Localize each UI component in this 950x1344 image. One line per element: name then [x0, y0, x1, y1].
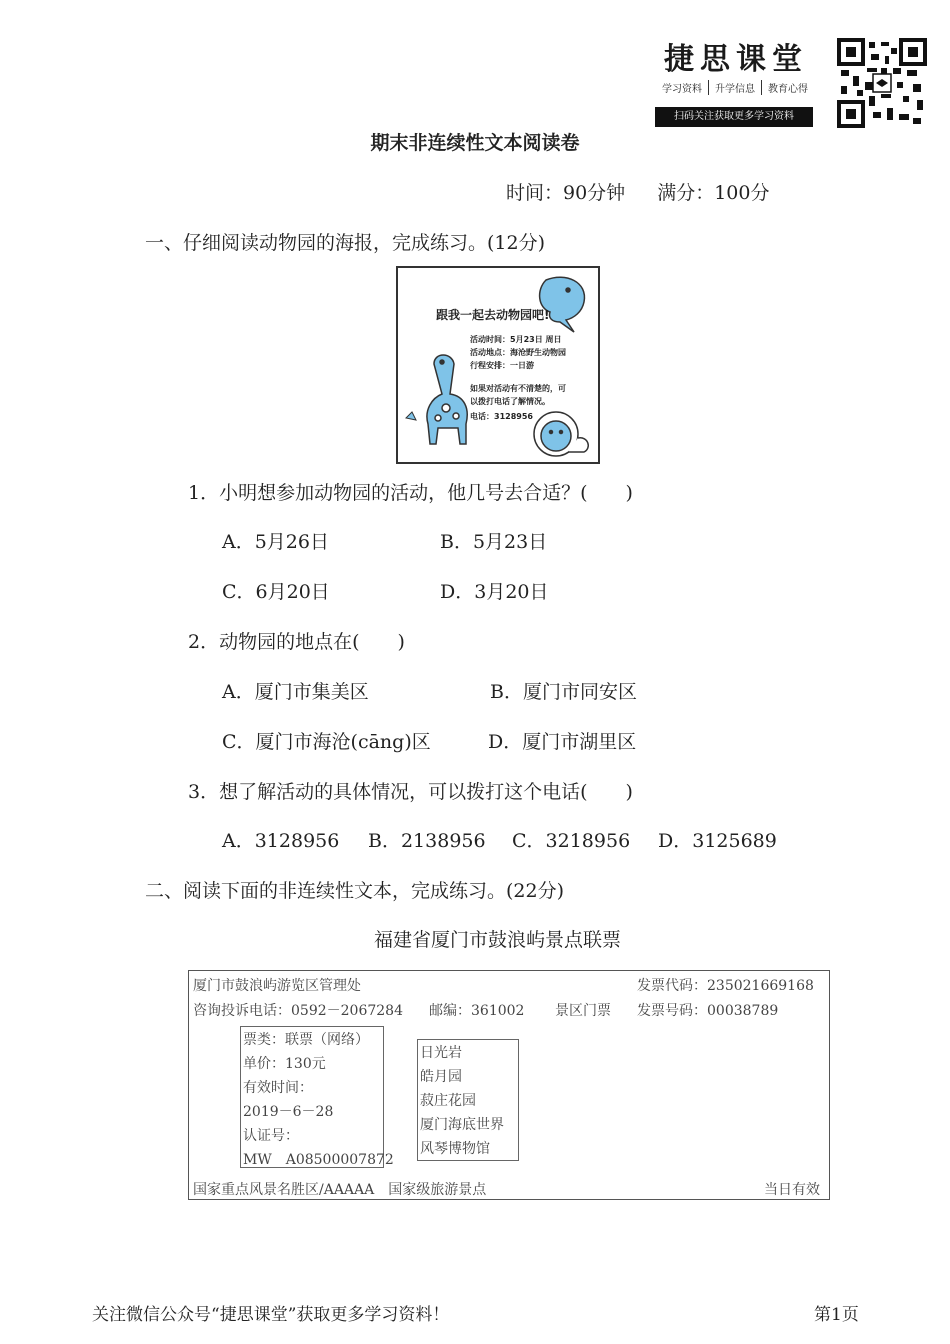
footer-note: 关注微信公众号“捷思课堂”获取更多学习资料！	[92, 1305, 450, 1325]
brand-banner: 扫码关注获取更多学习资料	[655, 107, 813, 127]
page-title: 期末非连续性文本阅读卷	[370, 132, 580, 154]
option: C．3218956	[512, 830, 631, 852]
ticket-complaint-phone: 咨询投诉电话：0592－2067284	[193, 1003, 403, 1019]
ticket-site: 厦门海底世界	[420, 1117, 504, 1133]
ticket	[188, 970, 830, 1200]
brand-tags	[656, 80, 814, 95]
ticket-site: 皓月园	[420, 1069, 462, 1085]
exam-score: 满分：100分	[657, 182, 770, 204]
ticket-invoice-no: 发票号码：00038789	[637, 1003, 779, 1019]
exam-time: 时间：90分钟	[506, 182, 626, 204]
ticket-invoice-code: 发票代码：235021669168	[637, 978, 814, 994]
ticket-info-line: 票类：联票（网络）	[243, 1032, 369, 1048]
option: D．厦门市湖里区	[488, 731, 637, 753]
ticket-title: 福建省厦门市鼓浪屿景点联票	[373, 929, 621, 951]
ticket-info-line: 认证号：	[243, 1128, 299, 1144]
ticket-footer-right: 当日有效	[764, 1182, 820, 1198]
section2-heading: 二、阅读下面的非连续性文本，完成练习。(22分)	[145, 880, 565, 902]
brand-name: 捷思课堂	[664, 42, 808, 77]
poster-line: 活动地点：海沧野生动物园	[470, 348, 566, 357]
option: A．3128956	[222, 830, 340, 852]
poster-line: 如果对活动有不清楚的，可	[470, 384, 566, 393]
poster-line: 以拨打电话了解情况。	[470, 397, 550, 406]
option: B．2138956	[368, 830, 486, 852]
star-icon	[406, 412, 416, 420]
qr-code-icon[interactable]	[837, 38, 927, 128]
ticket-info-line: 单价：130元	[243, 1056, 326, 1072]
zoo-poster	[396, 266, 600, 464]
section1-heading: 一、仔细阅读动物园的海报，完成练习。(12分)	[145, 232, 546, 254]
lion-icon	[534, 412, 588, 456]
option: A．5月26日	[222, 531, 329, 553]
question-stem: 3．想了解活动的具体情况，可以拨打这个电话( )	[188, 781, 633, 803]
page-number: 第1页	[814, 1305, 859, 1325]
ticket-gate: 景区门票	[555, 1003, 611, 1019]
ticket-info-line: MW A08500007872	[243, 1152, 394, 1168]
ticket-site: 菽庄花园	[420, 1093, 476, 1109]
option: D．3125689	[658, 830, 777, 852]
option: B．5月23日	[440, 531, 548, 553]
option: C．厦门市海沧(cāng)区	[222, 731, 431, 753]
ticket-org: 厦门市鼓浪屿游览区管理处	[193, 978, 361, 994]
brand-tag: 教育心得	[768, 84, 808, 95]
brand-tag: 升学信息	[709, 80, 762, 95]
poster-line: 电话：3128956	[470, 412, 533, 421]
ticket-info-line: 2019－6－28	[243, 1104, 334, 1120]
exam-meta	[506, 178, 801, 205]
ticket-sites-box	[417, 1039, 519, 1161]
ticket-postcode: 邮编：361002	[429, 1003, 525, 1019]
option: B．厦门市同安区	[490, 681, 637, 703]
ticket-footer-left: 国家重点风景名胜区/AAAAA 国家级旅游景点	[193, 1182, 487, 1198]
option: D．3月20日	[440, 581, 549, 603]
ticket-site: 日光岩	[420, 1045, 462, 1061]
option: A．厦门市集美区	[222, 681, 369, 703]
ticket-info-line: 有效时间：	[243, 1080, 313, 1096]
poster-title: 跟我一起去动物园吧!	[436, 308, 550, 322]
ticket-site: 风琴博物馆	[420, 1141, 490, 1157]
poster-line: 行程安排：一日游	[470, 361, 534, 370]
question-stem: 1．小明想参加动物园的活动，他几号去合适？( )	[188, 482, 633, 504]
question-stem: 2．动物园的地点在( )	[188, 631, 405, 653]
brand-tag: 学习资料	[656, 80, 709, 95]
ticket-info-box	[240, 1026, 394, 1168]
option: C．6月20日	[222, 581, 330, 603]
poster-line: 活动时间：5月23日 周日	[470, 335, 562, 344]
dolphin-icon	[540, 277, 585, 332]
giraffe-icon	[427, 355, 467, 444]
